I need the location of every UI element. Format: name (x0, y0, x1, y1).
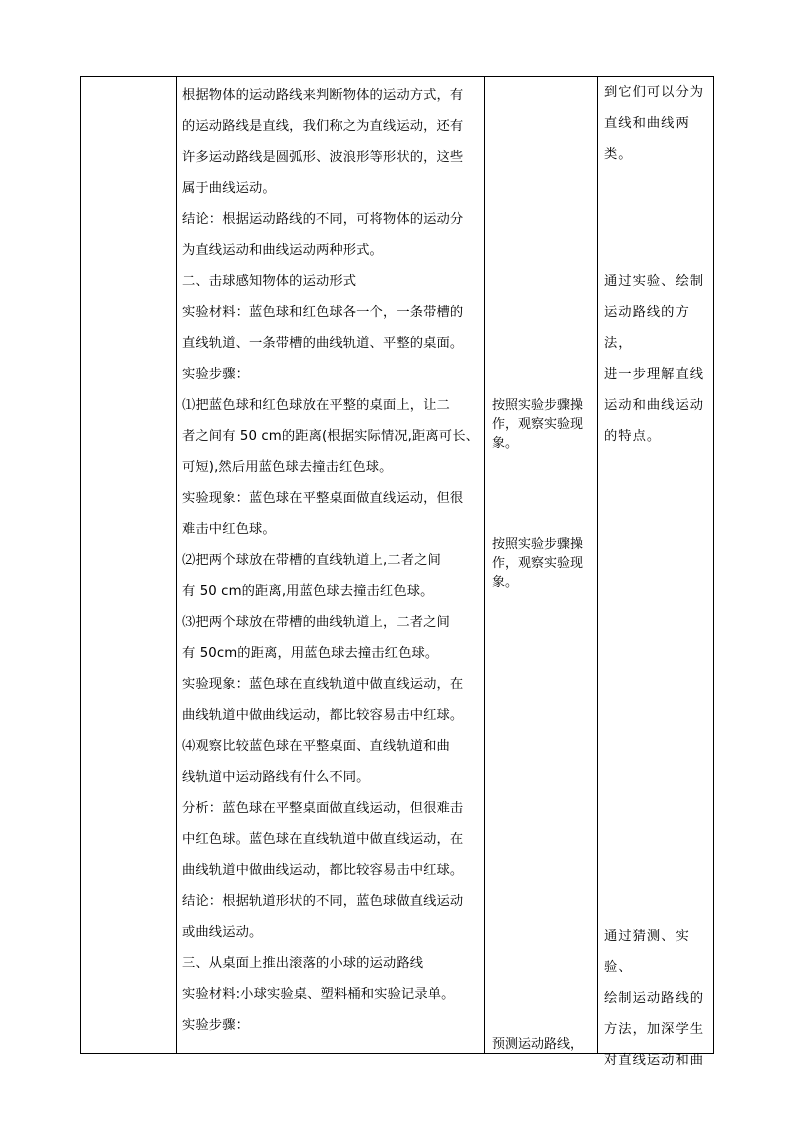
activity-line: 作，观察实验现 (492, 417, 584, 432)
content-line: 实验材料:小球实验桌、塑料桶和实验记录单。 (182, 987, 455, 1002)
content-line: 直线轨道、一条带槽的曲线轨道、平整的桌面。 (182, 336, 464, 351)
content-line: 线轨道中运动路线有什么不同。 (182, 770, 370, 785)
student-activity-block (492, 535, 592, 592)
intent-line: 运动路线的方法， (604, 305, 690, 351)
content-line: 者之间有 50 cm的距离(根据实际情况,距离可长、 (182, 429, 479, 444)
intent-line: 通过猜测、实验、 (604, 929, 690, 975)
activity-line: 按照实验步骤操 (492, 398, 584, 413)
content-line: 曲线轨道中做曲线运动，都比较容易击中红球。 (182, 708, 464, 723)
content-line: 实验材料：蓝色球和红色球各一个，一条带槽的 (182, 305, 464, 320)
intent-line: 运动和曲线运动 (604, 398, 705, 413)
content-line: 属于曲线运动。 (182, 181, 276, 196)
content-line: 有 50 cm的距离,用蓝色球去撞击红色球。 (182, 584, 434, 599)
content-line: 或曲线运动。 (182, 925, 263, 940)
content-line: 曲线轨道中做曲线运动，都比较容易击中红球。 (182, 863, 464, 878)
content-line: 实验现象：蓝色球在平整桌面做直线运动，但很 (182, 491, 464, 506)
activity-line: 按照实验步骤操 (492, 537, 584, 552)
intent-line: 通过实验、绘制 (604, 274, 705, 289)
content-line: ⑶把两个球放在带槽的曲线轨道上，二者之间 (182, 615, 450, 630)
content-line: 为直线运动和曲线运动两种形式。 (182, 243, 383, 258)
intent-line: 到它们可以分为 (604, 85, 705, 100)
content-line: 实验步骤： (182, 367, 249, 382)
activity-line: 预测运动路线， (492, 1037, 584, 1052)
activity-line: 作，观察实验现 (492, 556, 584, 571)
content-line: 实验现象：蓝色球在直线轨道中做直线运动，在 (182, 677, 464, 692)
content-line: 有 50cm的距离，用蓝色球去撞击红色球。 (182, 646, 439, 661)
teaching-content-cell (177, 77, 484, 1053)
stage-cell (81, 77, 176, 1053)
content-line: ⑵把两个球放在带槽的直线轨道上,二者之间 (182, 553, 441, 568)
content-line: 中红色球。蓝色球在直线轨道中做直线运动，在 (182, 832, 464, 847)
design-intent-block (604, 921, 714, 1076)
content-line: 根据物体的运动路线来判断物体的运动方式，有 (182, 88, 464, 103)
intent-line: 的特点。 (604, 429, 662, 444)
student-activity-block (492, 1035, 592, 1054)
content-line: 分析：蓝色球在平整桌面做直线运动，但很难击 (182, 801, 464, 816)
teaching-content-text (182, 80, 479, 1041)
design-intent-block (604, 77, 714, 170)
intent-line: 绘制运动路线的 (604, 991, 705, 1006)
content-line: 许多运动路线是圆弧形、波浪形等形状的，这些 (182, 150, 464, 165)
student-activity-cell (485, 77, 597, 1053)
intent-line: 进一步理解直线 (604, 367, 705, 382)
content-line: 可短),然后用蓝色球去撞击红色球。 (182, 460, 393, 475)
content-line: ⑴把蓝色球和红色球放在平整的桌面上，让二 (182, 398, 450, 413)
lesson-plan-table (80, 76, 714, 1068)
intent-line: 直线和曲线两类。 (604, 116, 690, 162)
activity-line: 象。 (492, 575, 519, 590)
intent-line: 方法，加深学生 (604, 1022, 705, 1037)
content-line: 三、从桌面上推出滚落的小球的运动路线 (182, 956, 424, 971)
content-line: 难击中红色球。 (182, 522, 276, 537)
design-intent-cell (598, 77, 713, 1068)
content-line: 结论：根据轨道形状的不同，蓝色球做直线运动 (182, 894, 464, 909)
content-line: 二、击球感知物体的运动形式 (182, 274, 357, 289)
content-line: ⑷观察比较蓝色球在平整桌面、直线轨道和曲 (182, 739, 450, 754)
activity-line: 象。 (492, 436, 519, 451)
design-intent-block (604, 266, 714, 452)
student-activity-block (492, 396, 592, 453)
content-line: 的运动路线是直线，我们称之为直线运动，还有 (182, 119, 464, 134)
content-line: 结论：根据运动路线的不同，可将物体的运动分 (182, 212, 464, 227)
intent-line: 对直线运动和曲 (604, 1053, 705, 1068)
content-line: 实验步骤： (182, 1018, 249, 1033)
